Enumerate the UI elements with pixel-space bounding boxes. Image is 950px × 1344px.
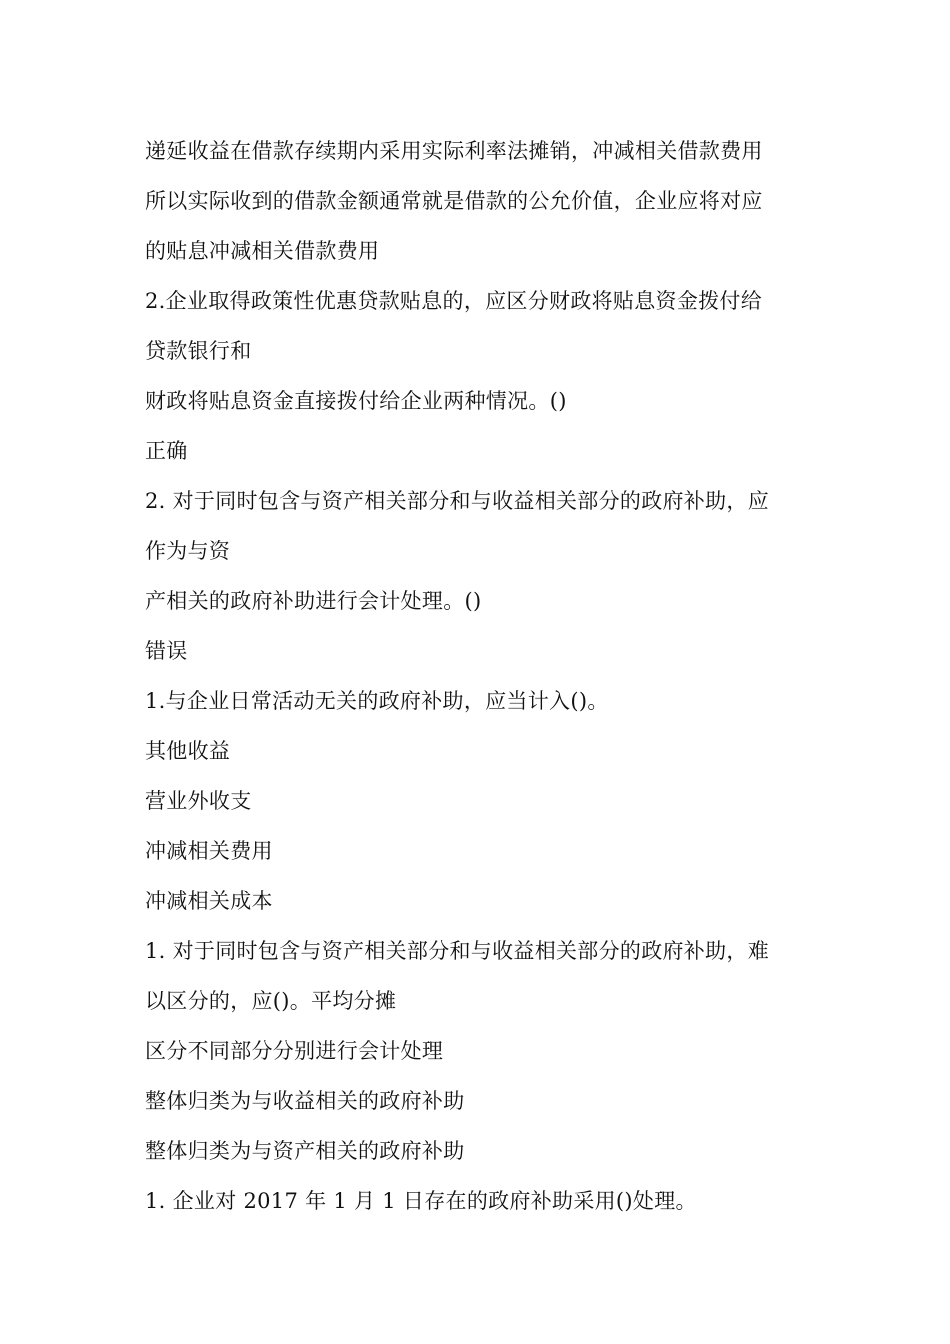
text-line: 所以实际收到的借款金额通常就是借款的公允价值，企业应将对应	[145, 189, 763, 213]
question-text: 2. 对于同时包含与资产相关部分和与收益相关部分的政府补助，应	[145, 489, 770, 513]
text-line: 递延收益在借款存续期内采用实际利率法摊销，冲减相关借款费用	[145, 139, 763, 163]
option-text: 整体归类为与资产相关的政府补助	[145, 1139, 465, 1163]
option-text: 冲减相关费用	[145, 839, 273, 863]
document-body	[145, 126, 825, 1226]
question-text: 产相关的政府补助进行会计处理。()	[145, 589, 482, 613]
question-text: 贷款银行和	[145, 339, 252, 363]
question-text: 1. 对于同时包含与资产相关部分和与收益相关部分的政府补助，难	[145, 939, 770, 963]
question-text: 作为与资	[145, 539, 231, 563]
question-text: 1.与企业日常活动无关的政府补助，应当计入()。	[145, 689, 609, 713]
option-text: 整体归类为与收益相关的政府补助	[145, 1089, 465, 1113]
question-text: 财政将贴息资金直接拨付给企业两种情况。()	[145, 389, 567, 413]
option-text: 其他收益	[145, 739, 231, 763]
text-line: 的贴息冲减相关借款费用	[145, 239, 380, 263]
question-text: 2.企业取得政策性优惠贷款贴息的，应区分财政将贴息资金拨付给	[145, 289, 763, 313]
option-text: 区分不同部分分别进行会计处理	[145, 1039, 444, 1063]
question-text: 以区分的，应()。平均分摊	[145, 989, 397, 1013]
option-text: 营业外收支	[145, 789, 252, 813]
answer-text: 正确	[145, 439, 188, 463]
question-text: 1. 企业对 2017 年 1 月 1 日存在的政府补助采用()处理。	[145, 1189, 697, 1213]
answer-text: 错误	[145, 639, 188, 663]
option-text: 冲减相关成本	[145, 889, 273, 913]
